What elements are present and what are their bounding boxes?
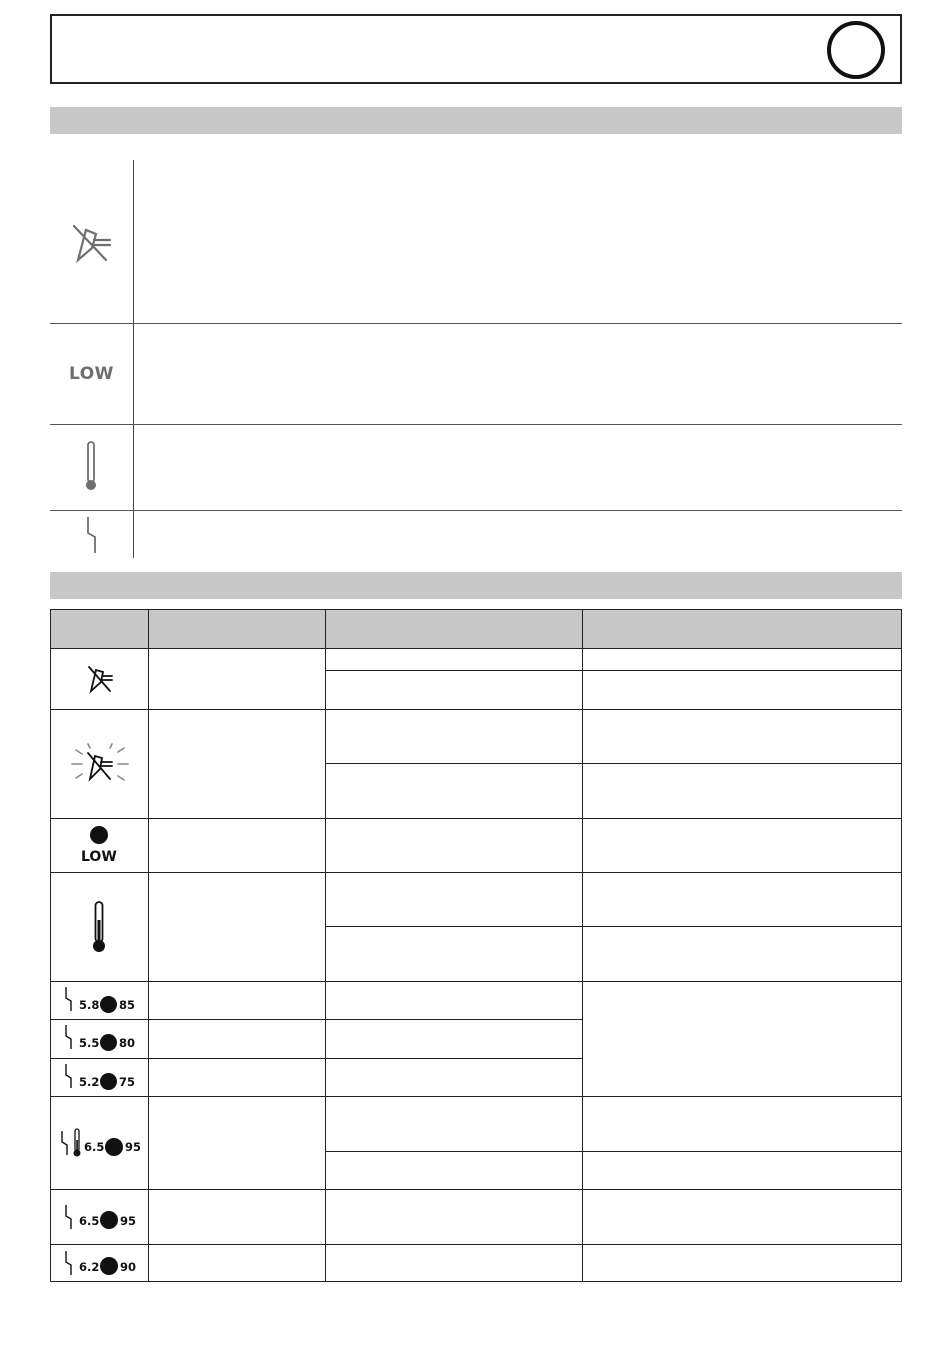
page-header-box [50, 14, 902, 84]
power-pct-value: 85 [119, 998, 136, 1012]
row-divider [50, 872, 902, 873]
power-dot-icon [100, 996, 117, 1013]
indicator-dot-icon [90, 826, 108, 844]
table-header-row [51, 610, 901, 648]
low-text-icon: LOW [69, 364, 114, 384]
power-kw-value: 5.2 [79, 1075, 100, 1089]
row-divider [50, 1189, 902, 1190]
row-divider [50, 1096, 902, 1097]
section-band-1 [50, 107, 902, 134]
power-dot-icon [100, 1073, 117, 1090]
power-kw-value: 5.5 [79, 1036, 100, 1050]
row-separator [50, 424, 902, 425]
subrow-divider [325, 1151, 902, 1152]
subrow-divider [50, 1019, 583, 1020]
row-divider [50, 648, 902, 649]
section-band-2 [50, 572, 902, 599]
pan-absent-icon [86, 664, 114, 694]
row-divider [50, 709, 902, 710]
power-pct-value: 95 [125, 1140, 142, 1154]
row-divider [50, 1244, 902, 1245]
subrow-divider [325, 926, 902, 927]
power-dot-icon [100, 1257, 118, 1275]
subrow-divider [325, 763, 902, 764]
power-pct-value: 75 [119, 1075, 136, 1089]
power-kw-value: 6.5 [84, 1140, 105, 1154]
row-separator [50, 510, 902, 511]
subrow-divider [325, 670, 902, 671]
thermometer-icon [84, 440, 98, 492]
low-dot-icon: LOW [81, 849, 117, 865]
power-step-icon [86, 515, 98, 555]
language-badge-circle [827, 21, 885, 79]
symbol-list-divider [133, 160, 134, 558]
power-kw-value: 5.8 [79, 998, 100, 1012]
row-separator [50, 323, 902, 324]
pan-absent-icon [68, 220, 114, 266]
power-dot-icon [105, 1138, 123, 1156]
pan-absent-blinking-icon [68, 742, 132, 786]
thermometer-icon [72, 1128, 82, 1158]
row-divider [50, 981, 902, 982]
row-divider [50, 818, 902, 819]
power-pct-value: 80 [119, 1036, 136, 1050]
subrow-divider [50, 1058, 583, 1059]
power-kw-value: 6.5 [79, 1214, 100, 1228]
power-pct-value: 95 [120, 1214, 137, 1228]
thermometer-icon [91, 900, 107, 954]
power-dot-icon [100, 1211, 118, 1229]
power-pct-value: 90 [120, 1260, 137, 1274]
power-dot-icon [100, 1034, 117, 1051]
power-kw-value: 6.2 [79, 1260, 100, 1274]
